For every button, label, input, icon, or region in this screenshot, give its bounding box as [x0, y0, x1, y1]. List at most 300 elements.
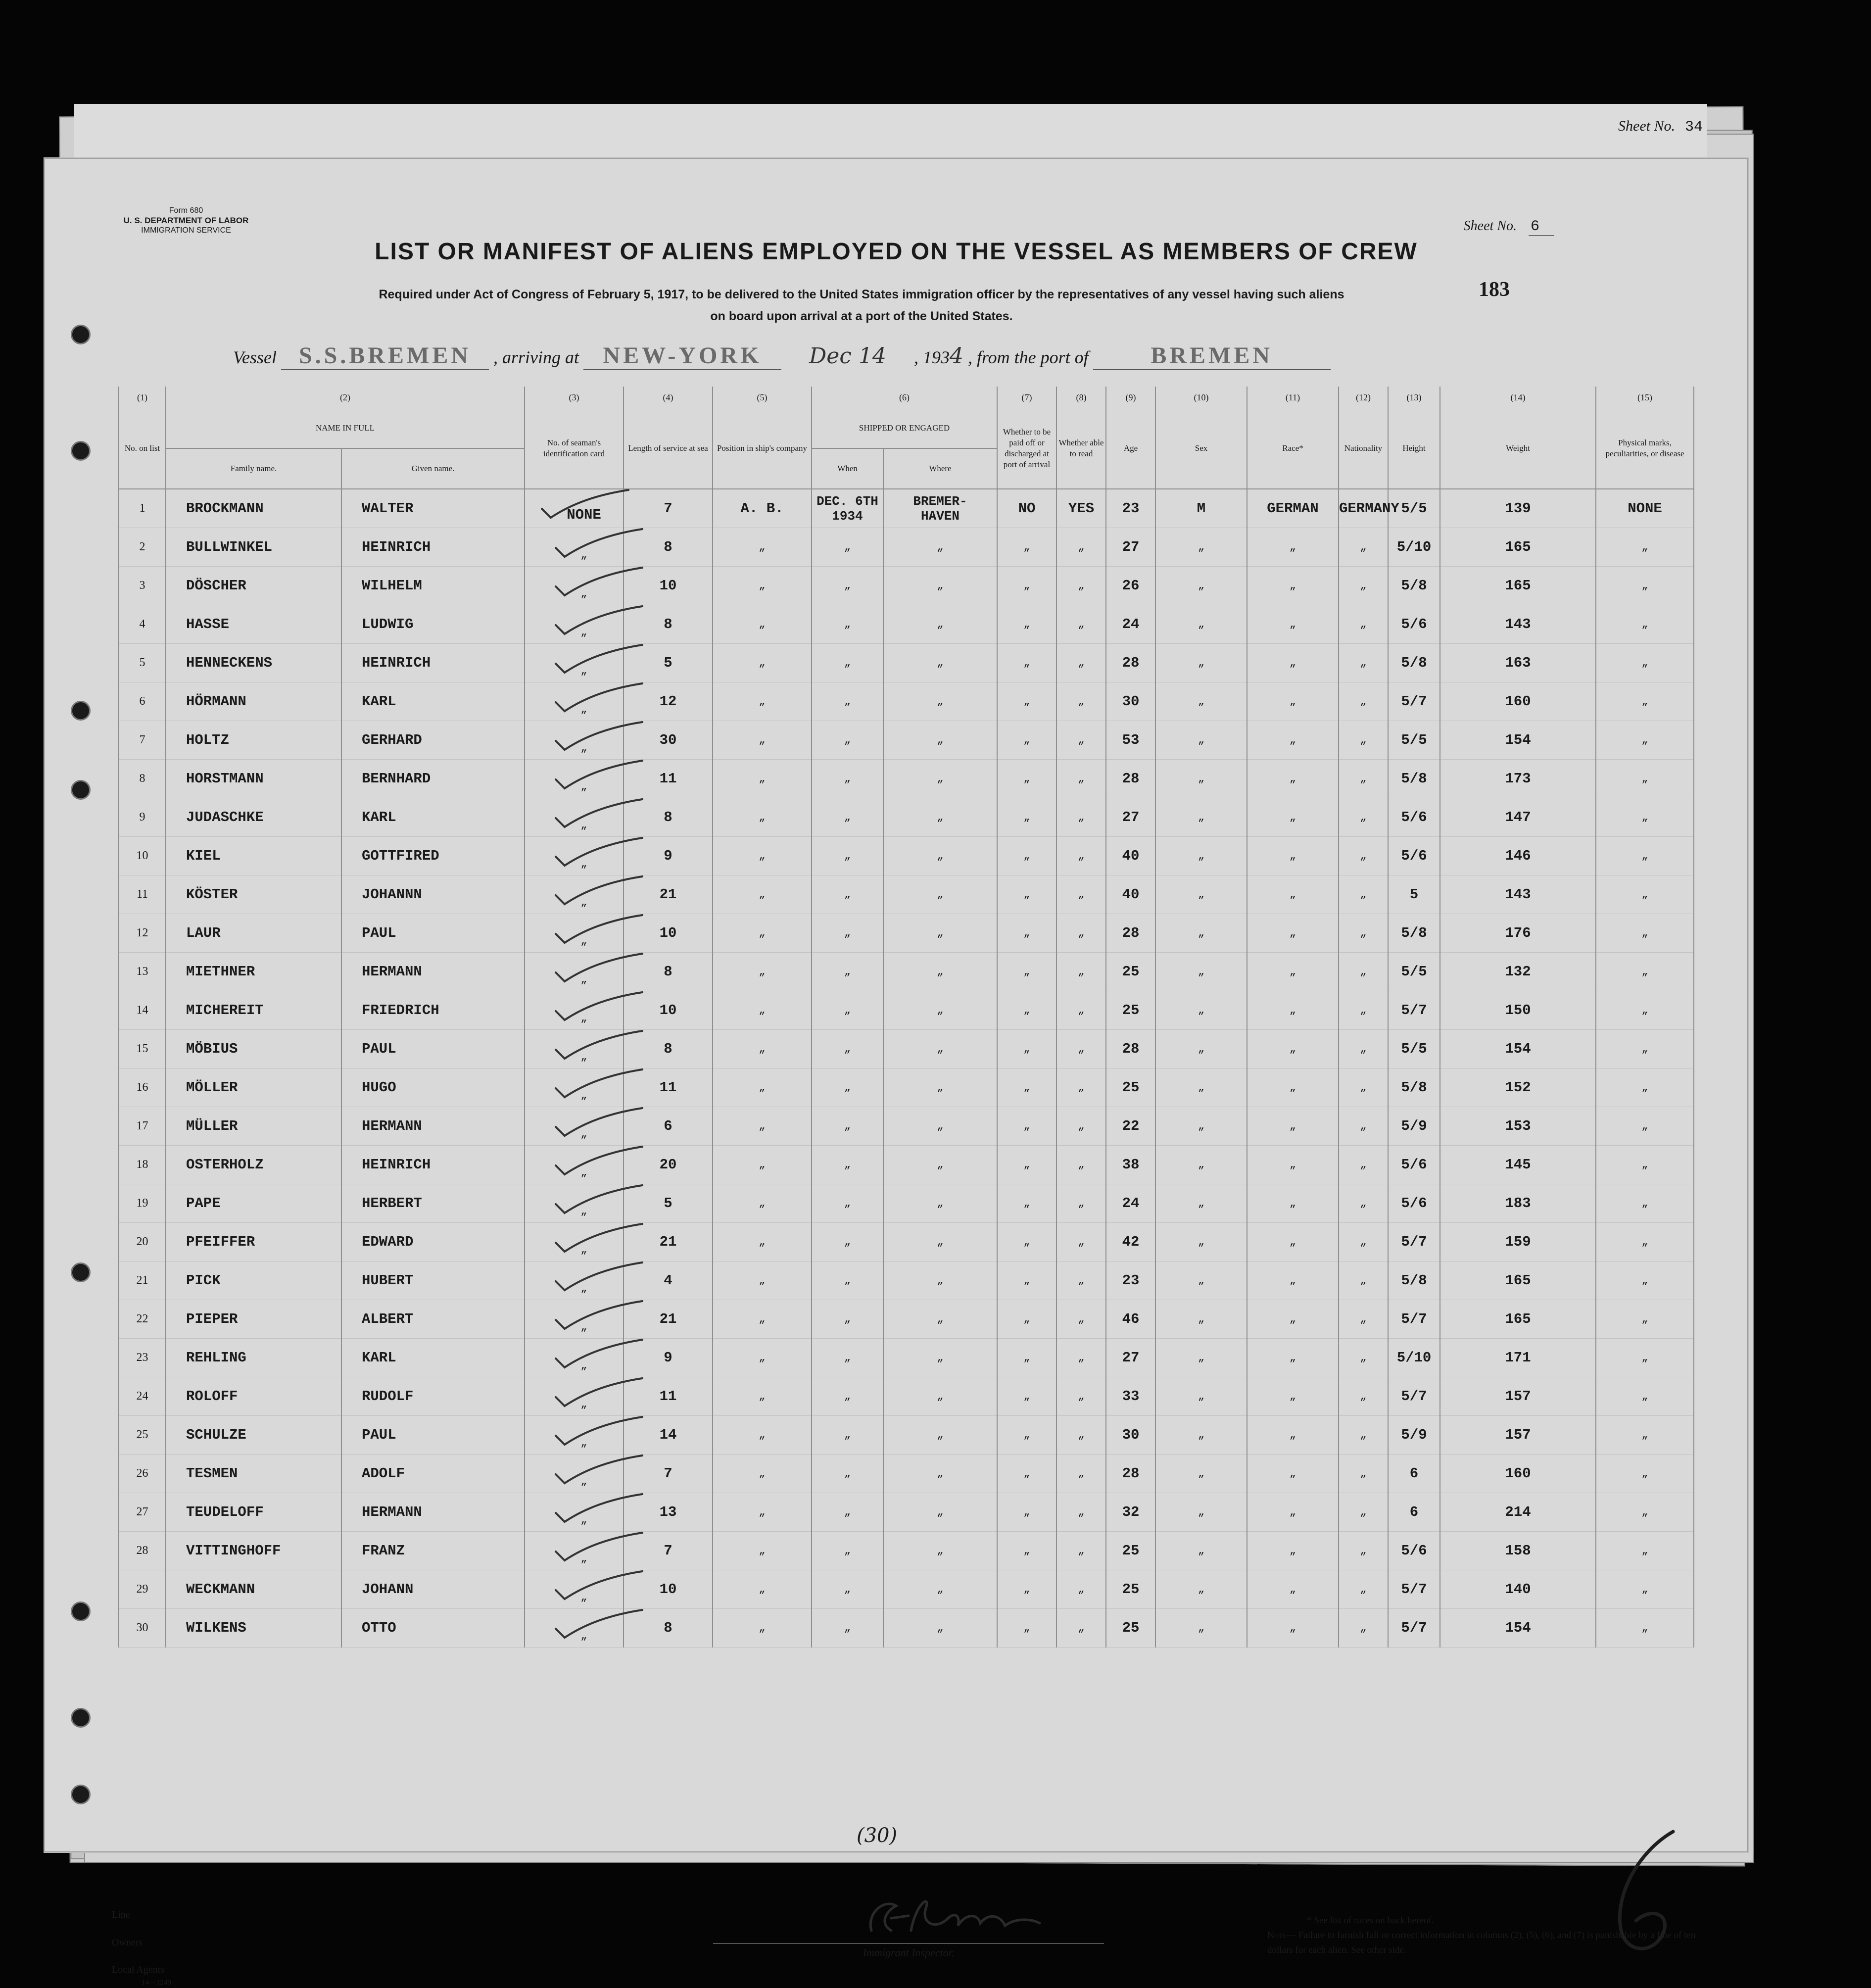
- weight-cell: 165: [1440, 1261, 1596, 1300]
- nationality-cell: „: [1339, 1570, 1388, 1609]
- race-cell: „: [1247, 1455, 1339, 1493]
- row-number-cell: 3: [119, 567, 166, 605]
- length-service-cell: 9: [624, 1339, 713, 1377]
- position-cell: „: [713, 1377, 812, 1416]
- shipped-when-cell: „: [812, 1416, 883, 1455]
- weight-cell: 160: [1440, 682, 1596, 721]
- table-row: [119, 953, 1694, 991]
- weight-cell: 165: [1440, 567, 1596, 605]
- table-row: [119, 1030, 1694, 1068]
- physical-marks-cell: „: [1596, 1493, 1694, 1532]
- id-card-value: „: [580, 1398, 587, 1410]
- family-name-cell: MÜLLER: [166, 1107, 341, 1146]
- check-mark: [561, 1189, 635, 1214]
- race-cell: „: [1247, 1416, 1339, 1455]
- age-cell: 40: [1106, 875, 1155, 914]
- weight-cell: 145: [1440, 1146, 1596, 1184]
- shipped-when-cell: „: [812, 837, 883, 875]
- paid-off-cell: „: [997, 1377, 1056, 1416]
- race-cell: GERMAN: [1247, 489, 1339, 528]
- age-cell: 27: [1106, 528, 1155, 567]
- position-cell: „: [713, 1107, 812, 1146]
- length-service-cell: 8: [624, 605, 713, 644]
- height-cell: 5/7: [1388, 682, 1440, 721]
- age-cell: 32: [1106, 1493, 1155, 1532]
- nationality-cell: „: [1339, 1300, 1388, 1339]
- weight-cell: 165: [1440, 1300, 1596, 1339]
- race-cell: „: [1247, 682, 1339, 721]
- length-service-cell: 21: [624, 1300, 713, 1339]
- paid-off-cell: „: [997, 605, 1056, 644]
- height-cell: 5/8: [1388, 914, 1440, 953]
- header-family-name: Family name.: [166, 448, 341, 489]
- length-service-cell: 11: [624, 1377, 713, 1416]
- id-card-value: „: [580, 742, 587, 754]
- given-name-cell: ALBERT: [341, 1300, 525, 1339]
- position-cell: „: [713, 914, 812, 953]
- table-row: [119, 1532, 1694, 1570]
- row-number-cell: 23: [119, 1339, 166, 1377]
- inspector-label: Immigrant Inspector.: [863, 1946, 955, 1959]
- table-row: [119, 1570, 1694, 1609]
- nationality-cell: „: [1339, 1416, 1388, 1455]
- weight-cell: 157: [1440, 1377, 1596, 1416]
- nationality-cell: „: [1339, 1261, 1388, 1300]
- race-cell: „: [1247, 1184, 1339, 1223]
- height-cell: 5/7: [1388, 1609, 1440, 1648]
- length-service-cell: 21: [624, 875, 713, 914]
- position-cell: „: [713, 1030, 812, 1068]
- length-service-cell: 13: [624, 1493, 713, 1532]
- height-cell: 5/8: [1388, 1261, 1440, 1300]
- weight-cell: 140: [1440, 1570, 1596, 1609]
- paid-off-cell: „: [997, 1146, 1056, 1184]
- check-mark: [561, 1537, 635, 1561]
- given-name-cell: WILHELM: [341, 567, 525, 605]
- id-card-value: „: [580, 1089, 587, 1102]
- paid-off-cell: „: [997, 528, 1056, 567]
- height-cell: 5/6: [1388, 605, 1440, 644]
- position-cell: „: [713, 1493, 812, 1532]
- weight-cell: 158: [1440, 1532, 1596, 1570]
- given-name-cell: LUDWIG: [341, 605, 525, 644]
- given-name-cell: JOHANNN: [341, 875, 525, 914]
- able-to-read-cell: „: [1056, 1107, 1106, 1146]
- id-card-cell: [525, 1570, 624, 1609]
- family-name-cell: MÖLLER: [166, 1068, 341, 1107]
- shipped-when-cell: „: [812, 914, 883, 953]
- row-number-cell: 19: [119, 1184, 166, 1223]
- able-to-read-cell: „: [1056, 1261, 1106, 1300]
- given-name-cell: RUDOLF: [341, 1377, 525, 1416]
- able-to-read-cell: „: [1056, 1570, 1106, 1609]
- height-cell: 6: [1388, 1493, 1440, 1532]
- weight-cell: 157: [1440, 1416, 1596, 1455]
- position-cell: „: [713, 682, 812, 721]
- table-row: [119, 1107, 1694, 1146]
- check-mark: [561, 1073, 635, 1098]
- check-mark: [561, 919, 635, 944]
- id-card-value: „: [580, 1359, 587, 1372]
- sex-cell: „: [1155, 837, 1247, 875]
- sex-cell: M: [1155, 489, 1247, 528]
- able-to-read-cell: „: [1056, 1455, 1106, 1493]
- shipped-where-cell: „: [883, 1377, 997, 1416]
- given-name-cell: WALTER: [341, 489, 525, 528]
- given-name-cell: HUBERT: [341, 1261, 525, 1300]
- family-name-cell: MICHEREIT: [166, 991, 341, 1030]
- shipped-where-cell: „: [883, 1223, 997, 1261]
- family-name-cell: BROCKMANN: [166, 489, 341, 528]
- table-row: [119, 991, 1694, 1030]
- paid-off-cell: „: [997, 1223, 1056, 1261]
- age-cell: 30: [1106, 682, 1155, 721]
- age-cell: 23: [1106, 489, 1155, 528]
- paid-off-cell: „: [997, 1261, 1056, 1300]
- race-cell: „: [1247, 1570, 1339, 1609]
- shipped-where-cell: „: [883, 1609, 997, 1648]
- given-name-cell: HERMANN: [341, 953, 525, 991]
- table-row: [119, 1339, 1694, 1377]
- punch-hole: [71, 441, 91, 461]
- id-card-value: „: [580, 1128, 587, 1140]
- family-name-cell: VITTINGHOFF: [166, 1532, 341, 1570]
- check-mark: [561, 1344, 635, 1368]
- header-able-read: Whether able to read: [1056, 408, 1106, 489]
- id-card-cell: [525, 1300, 624, 1339]
- length-service-cell: 10: [624, 991, 713, 1030]
- given-name-cell: HERBERT: [341, 1184, 525, 1223]
- able-to-read-cell: „: [1056, 1532, 1106, 1570]
- race-cell: „: [1247, 1107, 1339, 1146]
- departure-port-stamp: BREMEN: [1093, 342, 1331, 370]
- paid-off-cell: „: [997, 1068, 1056, 1107]
- height-cell: 5/6: [1388, 837, 1440, 875]
- table-row: [119, 837, 1694, 875]
- nationality-cell: „: [1339, 567, 1388, 605]
- length-service-cell: 10: [624, 1570, 713, 1609]
- able-to-read-cell: „: [1056, 798, 1106, 837]
- row-number-cell: 28: [119, 1532, 166, 1570]
- nationality-cell: „: [1339, 1184, 1388, 1223]
- footer-fields: Line Owners Local Agents 14—1249: [112, 1909, 171, 1987]
- id-card-cell: [525, 528, 624, 567]
- given-name-cell: ADOLF: [341, 1455, 525, 1493]
- table-row: [119, 1184, 1694, 1223]
- paid-off-cell: „: [997, 1493, 1056, 1532]
- given-name-cell: JOHANN: [341, 1570, 525, 1609]
- header-race: Race*: [1247, 408, 1339, 489]
- given-name-cell: PAUL: [341, 1030, 525, 1068]
- family-name-cell: ROLOFF: [166, 1377, 341, 1416]
- able-to-read-cell: „: [1056, 1339, 1106, 1377]
- weight-cell: 132: [1440, 953, 1596, 991]
- position-cell: „: [713, 1146, 812, 1184]
- height-cell: 5/8: [1388, 760, 1440, 798]
- shipped-when-cell: „: [812, 1493, 883, 1532]
- row-number-cell: 26: [119, 1455, 166, 1493]
- shipped-when-cell: „: [812, 1184, 883, 1223]
- id-card-cell: [525, 1030, 624, 1068]
- length-service-cell: 8: [624, 798, 713, 837]
- weight-cell: 171: [1440, 1339, 1596, 1377]
- row-number-cell: 21: [119, 1261, 166, 1300]
- height-cell: 5/6: [1388, 798, 1440, 837]
- able-to-read-cell: „: [1056, 605, 1106, 644]
- race-cell: „: [1247, 644, 1339, 682]
- weight-cell: 139: [1440, 489, 1596, 528]
- header-height: Height: [1388, 408, 1440, 489]
- form-identifier: Form 680 U. S. DEPARTMENT OF LABOR IMMIGRATION SERVICE: [123, 206, 249, 235]
- physical-marks-cell: „: [1596, 1030, 1694, 1068]
- weight-cell: 176: [1440, 914, 1596, 953]
- nationality-cell: „: [1339, 682, 1388, 721]
- id-card-cell: [525, 1609, 624, 1648]
- age-cell: 26: [1106, 567, 1155, 605]
- height-cell: 5/5: [1388, 721, 1440, 760]
- physical-marks-cell: „: [1596, 875, 1694, 914]
- length-service-cell: 9: [624, 837, 713, 875]
- race-cell: „: [1247, 721, 1339, 760]
- race-cell: „: [1247, 760, 1339, 798]
- family-name-cell: PFEIFFER: [166, 1223, 341, 1261]
- column-number-row: (1) (2) (3) (4) (5) (6) (7) (8) (9) (10) (11) (12) (13) (14) (15): [119, 387, 1694, 408]
- sex-cell: „: [1155, 1339, 1247, 1377]
- height-cell: 5/5: [1388, 489, 1440, 528]
- paid-off-cell: „: [997, 837, 1056, 875]
- sex-cell: „: [1155, 721, 1247, 760]
- inspector-signature: [862, 1884, 1069, 1943]
- height-cell: 5/5: [1388, 1030, 1440, 1068]
- table-row: [119, 489, 1694, 528]
- length-service-cell: 12: [624, 682, 713, 721]
- shipped-where-line: HAVEN: [920, 508, 959, 524]
- able-to-read-cell: „: [1056, 644, 1106, 682]
- id-card-value: „: [580, 1321, 587, 1333]
- weight-cell: 153: [1440, 1107, 1596, 1146]
- sex-cell: „: [1155, 1184, 1247, 1223]
- check-mark: [561, 1035, 635, 1060]
- weight-cell: 143: [1440, 875, 1596, 914]
- age-cell: 42: [1106, 1223, 1155, 1261]
- able-to-read-cell: „: [1056, 721, 1106, 760]
- nationality-cell: „: [1339, 1068, 1388, 1107]
- race-cell: „: [1247, 605, 1339, 644]
- able-to-read-cell: „: [1056, 875, 1106, 914]
- row-number-cell: 13: [119, 953, 166, 991]
- check-mark: [561, 1151, 635, 1175]
- top-sheet-number: Sheet No. 34: [1618, 118, 1703, 136]
- id-card-value: „: [580, 587, 587, 600]
- id-card-value: „: [580, 1205, 587, 1217]
- shipped-where-cell: „: [883, 644, 997, 682]
- row-number-cell: 7: [119, 721, 166, 760]
- family-name-cell: PAPE: [166, 1184, 341, 1223]
- check-mark: [561, 1266, 635, 1291]
- row-number-cell: 4: [119, 605, 166, 644]
- paid-off-cell: „: [997, 682, 1056, 721]
- id-card-cell: [525, 991, 624, 1030]
- nationality-cell: „: [1339, 760, 1388, 798]
- shipped-when-cell: „: [812, 760, 883, 798]
- length-service-cell: 8: [624, 1030, 713, 1068]
- row-number-cell: 16: [119, 1068, 166, 1107]
- height-cell: 5/6: [1388, 1146, 1440, 1184]
- shipped-when-cell: „: [812, 644, 883, 682]
- check-mark: [561, 1305, 635, 1330]
- family-name-cell: KÖSTER: [166, 875, 341, 914]
- length-service-cell: 10: [624, 567, 713, 605]
- physical-marks-cell: „: [1596, 1532, 1694, 1570]
- race-cell: „: [1247, 798, 1339, 837]
- height-cell: 5/5: [1388, 953, 1440, 991]
- height-cell: 5/7: [1388, 991, 1440, 1030]
- age-cell: 28: [1106, 760, 1155, 798]
- length-service-cell: 7: [624, 1532, 713, 1570]
- physical-marks-cell: „: [1596, 1223, 1694, 1261]
- id-card-cell: [525, 1377, 624, 1416]
- paid-off-cell: „: [997, 991, 1056, 1030]
- physical-marks-cell: „: [1596, 605, 1694, 644]
- race-cell: „: [1247, 1493, 1339, 1532]
- age-cell: 24: [1106, 605, 1155, 644]
- id-card-cell: [525, 798, 624, 837]
- table-row: [119, 528, 1694, 567]
- weight-cell: 173: [1440, 760, 1596, 798]
- physical-marks-cell: „: [1596, 991, 1694, 1030]
- physical-marks-cell: „: [1596, 1068, 1694, 1107]
- height-cell: 5/8: [1388, 644, 1440, 682]
- race-cell: „: [1247, 1300, 1339, 1339]
- nationality-cell: „: [1339, 1455, 1388, 1493]
- id-card-value: „: [580, 1630, 587, 1642]
- sex-cell: „: [1155, 1107, 1247, 1146]
- nationality-cell: „: [1339, 1030, 1388, 1068]
- row-number-cell: 22: [119, 1300, 166, 1339]
- id-card-value: NONE: [567, 507, 601, 523]
- position-cell: A. B.: [713, 489, 812, 528]
- able-to-read-cell: „: [1056, 1184, 1106, 1223]
- check-mark: [561, 996, 635, 1021]
- shipped-when-cell: „: [812, 721, 883, 760]
- shipped-where-cell: „: [883, 528, 997, 567]
- given-name-cell: HERMANN: [341, 1107, 525, 1146]
- race-cell: „: [1247, 1030, 1339, 1068]
- check-mark: [561, 610, 635, 635]
- check-mark: [561, 533, 635, 558]
- position-cell: „: [713, 837, 812, 875]
- given-name-cell: HERMANN: [341, 1493, 525, 1532]
- height-cell: 5/9: [1388, 1107, 1440, 1146]
- given-name-cell: HUGO: [341, 1068, 525, 1107]
- family-name-cell: BULLWINKEL: [166, 528, 341, 567]
- able-to-read-cell: „: [1056, 760, 1106, 798]
- able-to-read-cell: YES: [1056, 489, 1106, 528]
- family-name-cell: PICK: [166, 1261, 341, 1300]
- given-name-cell: KARL: [341, 1339, 525, 1377]
- age-cell: 25: [1106, 1068, 1155, 1107]
- table-row: [119, 914, 1694, 953]
- position-cell: „: [713, 1223, 812, 1261]
- sex-cell: „: [1155, 1223, 1247, 1261]
- column-header-row: [119, 408, 1694, 448]
- age-cell: 27: [1106, 1339, 1155, 1377]
- header-sex: Sex: [1155, 408, 1247, 489]
- race-cell: „: [1247, 567, 1339, 605]
- table-row: [119, 1261, 1694, 1300]
- shipped-when-cell: „: [812, 875, 883, 914]
- nationality-cell: „: [1339, 1532, 1388, 1570]
- family-name-cell: KIEL: [166, 837, 341, 875]
- position-cell: „: [713, 567, 812, 605]
- nationality-cell: „: [1339, 721, 1388, 760]
- id-card-cell: [525, 1339, 624, 1377]
- id-card-value: „: [580, 780, 587, 793]
- shipped-when-cell: „: [812, 798, 883, 837]
- sex-cell: „: [1155, 953, 1247, 991]
- age-cell: 22: [1106, 1107, 1155, 1146]
- age-cell: 46: [1106, 1300, 1155, 1339]
- family-name-cell: HENNECKENS: [166, 644, 341, 682]
- id-card-value: „: [580, 973, 587, 986]
- given-name-cell: GOTTFIRED: [341, 837, 525, 875]
- shipped-where-cell: „: [883, 914, 997, 953]
- position-cell: „: [713, 605, 812, 644]
- age-cell: 25: [1106, 1609, 1155, 1648]
- age-cell: 25: [1106, 953, 1155, 991]
- row-number-cell: 27: [119, 1493, 166, 1532]
- header-where: Where: [883, 448, 997, 489]
- position-cell: „: [713, 1570, 812, 1609]
- weight-cell: 154: [1440, 1609, 1596, 1648]
- arrival-port-stamp: NEW-YORK: [583, 342, 781, 370]
- able-to-read-cell: „: [1056, 682, 1106, 721]
- punch-hole: [71, 701, 91, 721]
- shipped-when-cell: „: [812, 567, 883, 605]
- header-when: When: [812, 448, 883, 489]
- family-name-cell: TESMEN: [166, 1455, 341, 1493]
- physical-marks-cell: „: [1596, 1609, 1694, 1648]
- shipped-when-cell: „: [812, 1068, 883, 1107]
- punch-hole: [71, 1785, 91, 1804]
- check-mark: [561, 649, 635, 674]
- age-cell: 28: [1106, 1455, 1155, 1493]
- able-to-read-cell: „: [1056, 1300, 1106, 1339]
- race-cell: „: [1247, 1223, 1339, 1261]
- height-cell: 6: [1388, 1455, 1440, 1493]
- id-card-value: „: [580, 1166, 587, 1179]
- signature-line: [713, 1943, 1104, 1944]
- length-service-cell: 7: [624, 489, 713, 528]
- position-cell: „: [713, 1261, 812, 1300]
- position-cell: „: [713, 644, 812, 682]
- shipped-where-cell: „: [883, 1261, 997, 1300]
- punch-hole: [71, 1601, 91, 1621]
- physical-marks-cell: „: [1596, 682, 1694, 721]
- handwritten-sheet-mark: [1594, 1822, 1693, 1960]
- height-cell: 5: [1388, 875, 1440, 914]
- weight-cell: 150: [1440, 991, 1596, 1030]
- header-paid-off: Whether to be paid off or discharged at port of arrival: [997, 408, 1056, 489]
- paid-off-cell: NO: [997, 489, 1056, 528]
- row-number-cell: 6: [119, 682, 166, 721]
- family-name-cell: TEUDELOFF: [166, 1493, 341, 1532]
- given-name-cell: HEINRICH: [341, 528, 525, 567]
- given-name-cell: HEINRICH: [341, 1146, 525, 1184]
- length-service-cell: 5: [624, 644, 713, 682]
- age-cell: 25: [1106, 991, 1155, 1030]
- sex-cell: „: [1155, 605, 1247, 644]
